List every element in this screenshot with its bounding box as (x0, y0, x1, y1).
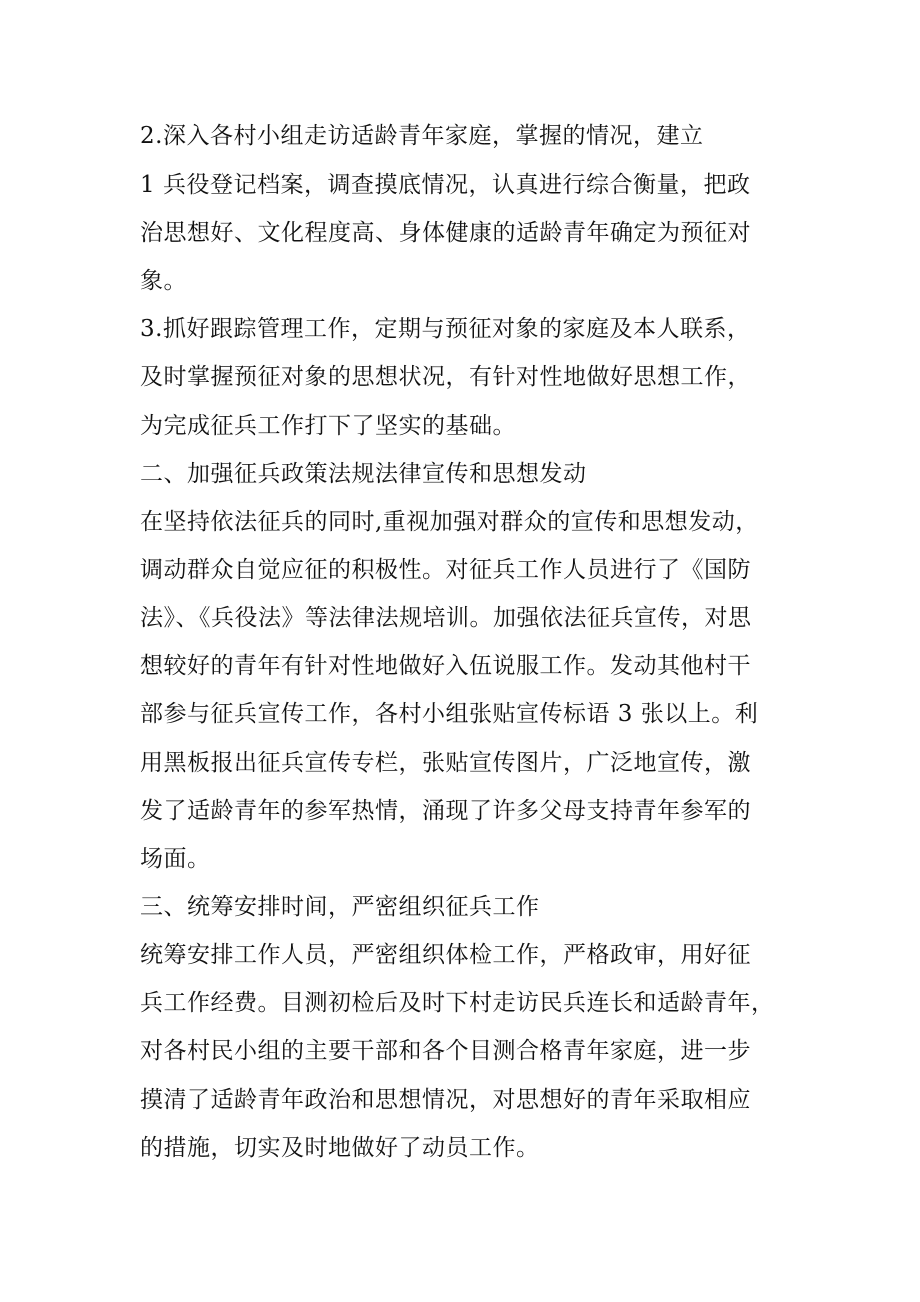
text-line: 想较好的青年有针对性地做好入伍说服工作。发动其他村干 (140, 653, 751, 679)
text-line: 及时掌握预征对象的思想状况，有针对性地做好思想工作， (140, 364, 751, 390)
text-line: 兵工作经费。目测初检后及时下村走访民兵连长和适龄青年， (140, 990, 775, 1016)
text-line: 法》、《兵役法》等法律法规培训。加强依法征兵宣传，对思 (140, 605, 752, 631)
text-line: 发了适龄青年的参军热情，涌现了许多父母支持青年参军的 (140, 798, 751, 824)
section-heading: 三、统筹安排时间，严密组织征兵工作 (140, 894, 540, 920)
section-heading: 二、加强征兵政策法规法律宣传和思想发动 (140, 461, 587, 487)
text-line: 部参与征兵宣传工作，各村小组张贴宣传标语 3 张以上。利 (140, 701, 759, 727)
text-line: 在坚持依法征兵的同时,重视加强对群众的宣传和思想发动， (140, 509, 759, 535)
text-line: 对各村民小组的主要干部和各个目测合格青年家庭，进一步 (140, 1038, 751, 1064)
text-line: 2.深入各村小组走访适龄青年家庭，掌握的情况，建立 (140, 123, 704, 149)
text-line: 场面。 (140, 846, 211, 872)
text-line: 1 兵役登记档案，调查摸底情况，认真进行综合衡量，把政 (140, 172, 751, 198)
text-line: 的措施，切实及时地做好了动员工作。 (140, 1135, 540, 1161)
text-line: 调动群众自觉应征的积极性。对征兵工作人员进行了《国防 (140, 557, 751, 583)
text-line: 用黑板报出征兵宣传专栏，张贴宣传图片，广泛地宣传，激 (140, 750, 751, 776)
text-line: 为完成征兵工作打下了坚实的基础。 (140, 413, 516, 439)
text-line: 治思想好、文化程度高、身体健康的适龄青年确定为预征对 (140, 220, 751, 246)
text-line: 统筹安排工作人员，严密组织体检工作，严格政审，用好征 (140, 942, 751, 968)
text-line: 3.抓好跟踪管理工作，定期与预征对象的家庭及本人联系， (140, 316, 751, 342)
text-line: 象。 (140, 268, 187, 294)
text-line: 摸清了适龄青年政治和思想情况，对思想好的青年采取相应 (140, 1087, 751, 1113)
